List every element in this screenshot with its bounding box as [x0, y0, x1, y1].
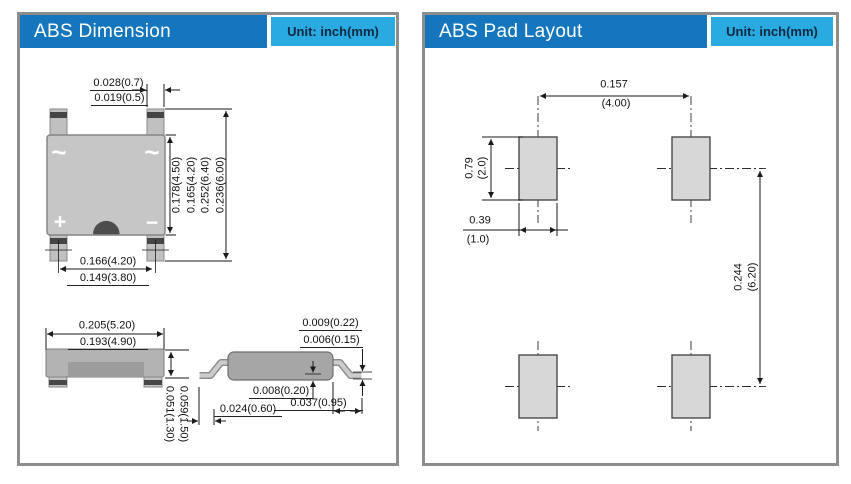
dim-lead-span-max: 0.166(4.20) — [79, 255, 137, 268]
dim-pad-height-mm: (2.0) — [476, 156, 489, 180]
dim-pad-width-mm: (1.0) — [466, 233, 490, 246]
page-title: ABS Pad Layout — [439, 20, 583, 42]
dim-body-height-max: 0.178(4.50) — [170, 156, 183, 214]
ac-symbol-left: ~ — [51, 137, 67, 167]
dim-standoff: 0.008(0.20) — [249, 385, 313, 399]
dim-thickness-max: 0.059(1.50) — [177, 385, 190, 443]
dim-pad-pitch-y-mm: (6.20) — [746, 262, 759, 292]
pad-top-left — [519, 137, 557, 200]
plating-stripe — [50, 112, 67, 118]
plating-stripe — [144, 380, 162, 385]
dim-lead-width-max: 0.028(0.7) — [90, 77, 147, 91]
pad-bottom-left — [519, 355, 557, 418]
dim-overall-height-min: 0.236(6.00) — [214, 156, 227, 214]
dim-pad-pitch-x-mm: (4.00) — [601, 97, 631, 110]
pad-layout — [505, 96, 766, 431]
dim-pad-pitch-x-inch: 0.157 — [600, 78, 628, 91]
unit-label: Unit: inch(mm) — [287, 24, 379, 39]
dim-lead-span-min: 0.149(3.80) — [67, 272, 149, 286]
dim-overall-height-max: 0.252(6.40) — [199, 156, 212, 214]
dim-body-width-max: 0.205(5.20) — [78, 319, 136, 332]
dim-lead-width-min: 0.019(0.5) — [91, 92, 148, 106]
dim-lead-thickness-min: 0.006(0.15) — [300, 334, 363, 348]
dim-lead-length: 0.037(0.95) — [274, 397, 363, 411]
dim-pad-pitch-y-inch: 0.244 — [732, 263, 745, 291]
gull-lead-right — [331, 363, 362, 376]
pad-layout-dims — [463, 96, 760, 384]
dim-foot-length: 0.024(0.60) — [214, 403, 282, 417]
dim-body-width-min: 0.193(4.90) — [68, 336, 148, 350]
pad-bottom-right — [672, 355, 710, 418]
dim-thickness-min: 0.051(1.30) — [163, 385, 176, 443]
dim-lead-thickness-max: 0.009(0.22) — [299, 317, 362, 331]
dim-pad-width-inch: 0.39 — [469, 214, 491, 227]
plating-stripe — [147, 112, 164, 118]
dim-body-height-min: 0.165(4.20) — [185, 156, 198, 214]
gull-lead-left — [200, 363, 231, 376]
top-view-package — [47, 109, 165, 261]
side-body-recess — [68, 362, 144, 377]
page-title: ABS Dimension — [34, 20, 171, 42]
dim-pad-height-inch: 0.79 — [463, 157, 476, 179]
plating-stripe — [49, 380, 67, 385]
minus-symbol: − — [145, 211, 159, 235]
ac-symbol-right: ~ — [144, 137, 160, 167]
unit-label: Unit: inch(mm) — [726, 24, 818, 39]
pad-top-right — [672, 137, 710, 200]
plus-symbol: + — [53, 210, 67, 234]
gull-body — [228, 352, 333, 380]
